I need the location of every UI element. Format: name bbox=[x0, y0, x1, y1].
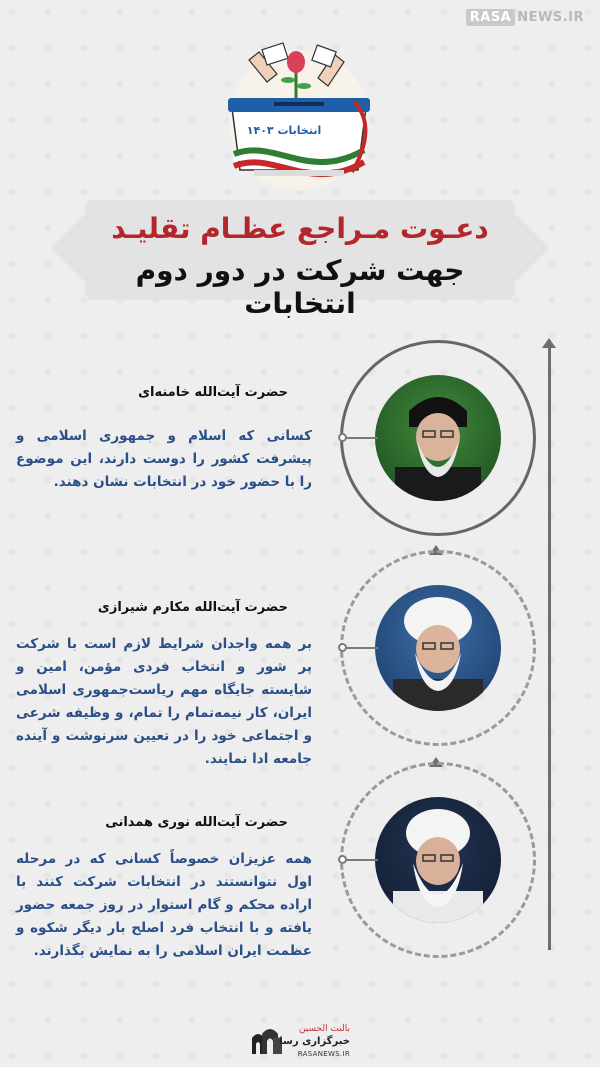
entry-2-name: حضرت آیت‌الله مکارم شیرازی bbox=[97, 600, 288, 615]
ballot-box-icon bbox=[214, 42, 384, 202]
portrait-khamenei bbox=[375, 375, 501, 501]
footer-site: RASANEWS.IR bbox=[297, 1050, 350, 1058]
person-icon bbox=[375, 375, 501, 501]
footer-slogan: بالنت الحسین bbox=[298, 1024, 350, 1034]
person-icon bbox=[375, 797, 501, 923]
portrait-makarem-shirazi bbox=[375, 585, 501, 711]
footer-logo bbox=[250, 1022, 350, 1062]
entry-3-quote: همه عزیزان خصوصاً کسانی که در مرحله اول نتوانستند در انتخابات شرکت کنند با اراده محکم و گام استوار در روز جمعه حضور یافته و با انتخاب فرد اصلح بار دیگر شکوه و عظمت ایران اسلامی را به نمایش بگذارند. bbox=[16, 851, 312, 959]
entry-2-quote: بر همه واجدان شرایط لازم است با شرکت پر شور و انتخاب فردی مؤمن، امین و شایسته جایگاه مهم ریاست‌جمهوری اسلامی ایران، کار نیمه‌تمام را تمام، و وظیفه شرعی و اجتماعی خود را در تعیین سرنوشت و آینده جامعه ادا نمایند. bbox=[16, 636, 312, 767]
title-line-2: جهت شرکت در دور دوم انتخابات bbox=[135, 254, 465, 320]
person-icon bbox=[375, 585, 501, 711]
ballot-box-emblem bbox=[214, 42, 384, 202]
arrow-up-icon bbox=[542, 338, 556, 348]
entry-3-name: حضرت آیت‌الله نوری همدانی bbox=[105, 815, 288, 830]
brand-watermark: RASA NEWS.IR bbox=[466, 10, 584, 25]
timeline-dot bbox=[338, 643, 347, 652]
entry-1-quote: کسانی که اسلام و جمهوری اسلامی و پیشرفت کشور را دوست دارند، این موضوع را با حضور خود در انتخابات نشان دهند. bbox=[16, 428, 312, 490]
footer-agency: خبرگزاری رسا bbox=[279, 1036, 350, 1047]
timeline-dot bbox=[338, 433, 347, 442]
title-line-1: دعـوت مـراجع عظـام تقلیـد bbox=[111, 212, 489, 245]
timeline-line bbox=[548, 348, 551, 950]
portrait-nouri-hamedani bbox=[375, 797, 501, 923]
entry-1-name: حضرت آیت‌الله خامنه‌ای bbox=[138, 385, 288, 400]
title-banner bbox=[85, 200, 515, 320]
ballot-label: انتخابات ۱۴۰۳ bbox=[246, 124, 322, 137]
timeline-dot bbox=[338, 855, 347, 864]
